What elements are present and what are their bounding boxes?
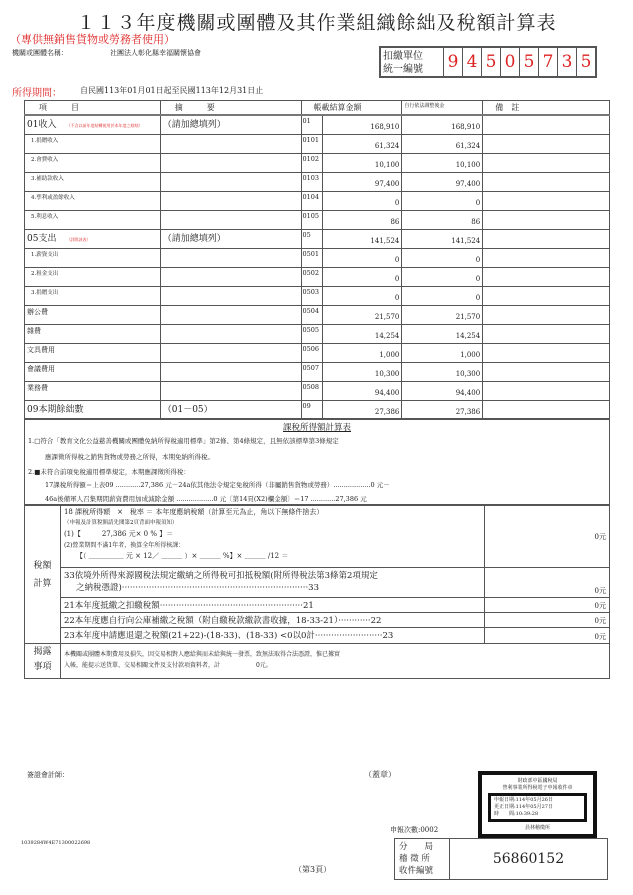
row-summary: （請加總填列）: [160, 229, 301, 248]
row-21-value: 0元: [485, 598, 610, 613]
row-notes: [483, 134, 610, 153]
row-22: 22本年度應自行向公庫補繳之稅額（附自繳稅款繳款書收據，18-33-21）············22: [60, 613, 484, 628]
e-filing-stamp: 財政部中區國稅局 營利事業所得稅電子申報收件章 申報日期:114年05月26日 更正日期:114年05月27日 時 間:10:39:28 員林稽徵所: [478, 771, 597, 838]
row-code: 01: [301, 115, 323, 134]
row-adjusted-amount: 10,100: [402, 153, 483, 172]
disclosure-text: 本機關或團體本期費用及損失，因交易相對人應給與而未給與統一發票，致無法取得合法憑證，惟已據實 入帳，能提示送貨單、交易相關文件及支付款項資料者，計 0元。: [60, 644, 609, 679]
row-code: 0508: [301, 381, 323, 400]
row-item: 1.捐贈收入: [25, 134, 161, 153]
row-adjusted-amount: 94,400: [402, 381, 483, 400]
document-title: １１３年度機關或團體及其作業組織餘絀及稅額計算表: [76, 12, 557, 34]
row-book-amount: 0: [323, 267, 402, 286]
taxable-income-section: [24, 418, 610, 505]
row-notes: [483, 324, 610, 343]
row-adjusted-amount: 0: [402, 191, 483, 210]
row-item: 3.捐贈支出: [25, 286, 161, 305]
row-item: 5.利息收入: [25, 210, 161, 229]
row-item: 3.補助款收入: [25, 172, 161, 191]
row-18-value: 0元: [485, 506, 610, 568]
row-code: 0103: [301, 172, 323, 191]
row-notes: [483, 248, 610, 267]
row-item: 辦公費: [25, 305, 161, 324]
row-adjusted-amount: 0: [402, 286, 483, 305]
row-code: 0105: [301, 210, 323, 229]
header-notes: 備 註: [483, 101, 610, 116]
row-adjusted-amount: 27,386: [402, 400, 483, 419]
row-book-amount: 21,570: [323, 305, 402, 324]
row-summary: [160, 362, 301, 381]
row-book-amount: 14,254: [323, 324, 402, 343]
row-adjusted-amount: 14,254: [402, 324, 483, 343]
table-row: [25, 210, 610, 229]
row-item: 會議費用: [25, 362, 161, 381]
row-summary: [160, 324, 301, 343]
id-digit: 5: [519, 48, 538, 76]
table-row: [25, 400, 610, 419]
period-label: 所得期間：: [12, 88, 62, 99]
row-summary: （請加總填列）: [160, 115, 301, 134]
row-summary: （01－05）: [160, 400, 301, 419]
row-notes: [483, 115, 610, 134]
row-notes: [483, 153, 610, 172]
receipt-number-box: [394, 838, 608, 880]
row-notes: [483, 286, 610, 305]
id-digit: 7: [538, 48, 557, 76]
row-33-value: 0元: [485, 568, 610, 598]
row-book-amount: 1,000: [323, 343, 402, 362]
table-row: [25, 153, 610, 172]
row-book-amount: 141,524: [323, 229, 402, 248]
row-notes: [483, 400, 610, 419]
receipt-number: 56860152: [450, 839, 608, 880]
row-adjusted-amount: 61,324: [402, 134, 483, 153]
row-code: 0505: [301, 324, 323, 343]
header-item: 項 目: [25, 101, 161, 116]
row-adjusted-amount: 10,300: [402, 362, 483, 381]
row-summary: [160, 267, 301, 286]
row-adjusted-amount: 168,910: [402, 115, 483, 134]
row-notes: [483, 172, 610, 191]
row-adjusted-amount: 21,570: [402, 305, 483, 324]
row-item: 2.會費收入: [25, 153, 161, 172]
row-summary: [160, 172, 301, 191]
row-adjusted-amount: 0: [402, 267, 483, 286]
row-code: 0503: [301, 286, 323, 305]
table-row: [25, 248, 610, 267]
row-book-amount: 10,300: [323, 362, 402, 381]
row-item: 01收入 （不含以前年度結轉使用於本年度之餘絀）: [25, 115, 161, 134]
row-summary: [160, 191, 301, 210]
row-code: 0104: [301, 191, 323, 210]
header-summary: 摘 要: [160, 101, 301, 116]
row-adjusted-amount: 1,000: [402, 343, 483, 362]
row-summary: [160, 286, 301, 305]
row-item: 業務費: [25, 381, 161, 400]
tax-calc-table: [24, 505, 610, 679]
row-33: 33依境外所得來源國稅法規定繳納之所得稅可扣抵稅額(附所得稅法第3條第2項規定 之納稅憑證)·····································································33: [60, 568, 484, 598]
barcode-number: 1039284W4E71300022698: [21, 840, 91, 846]
row-22-value: 0元: [485, 613, 610, 628]
row-item: 05支出 （詳附該表）: [25, 229, 161, 248]
id-digit: 9: [443, 48, 462, 76]
id-digit: 5: [481, 48, 500, 76]
section-line: 1.□符合「教育文化公益慈善機關或團體免納所得稅適用標準」第2條、第4條規定，且無依該標準第3條規定: [28, 437, 339, 445]
row-summary: [160, 343, 301, 362]
row-code: 0102: [301, 153, 323, 172]
row-summary: [160, 248, 301, 267]
row-summary: [160, 381, 301, 400]
row-book-amount: 97,400: [323, 172, 402, 191]
row-notes: [483, 362, 610, 381]
row-adjusted-amount: 141,524: [402, 229, 483, 248]
table-row: [25, 324, 610, 343]
row-code: 0101: [301, 134, 323, 153]
disclosure-label: 揭露 事項: [25, 644, 61, 679]
id-digit: 4: [462, 48, 481, 76]
row-adjusted-amount: 97,400: [402, 172, 483, 191]
row-notes: [483, 191, 610, 210]
subtitle: （專供無銷售貨物或勞務者使用）: [10, 33, 175, 46]
section-line: 17課稅所得額＝上表09 ............27,386 元－24a依其他法令規定免稅所得（非屬銷售貨物或勞務）..................0 元－: [45, 481, 390, 489]
table-row: [25, 172, 610, 191]
row-code: 0502: [301, 267, 323, 286]
row-code: 0507: [301, 362, 323, 381]
row-notes: [483, 229, 610, 248]
row-code: 0506: [301, 343, 323, 362]
seal-label: （蓋章）: [364, 770, 396, 779]
header-book: 帳載結算金額: [301, 101, 402, 116]
row-code: 0501: [301, 248, 323, 267]
table-row: [25, 381, 610, 400]
row-item: 2.租金支出: [25, 267, 161, 286]
page-number: （第3頁）: [294, 865, 332, 874]
row-summary: [160, 305, 301, 324]
row-item: 雜費: [25, 324, 161, 343]
row-book-amount: 168,910: [323, 115, 402, 134]
row-18: 18 課稅所得額 × 稅率 ＝ 本年度應納稅額（計算至元為止，角以下無條件捨去） （申報及計算稅額請先閱第2頁背面申報須知） (1)【 27,386 元× 0 % 】＝ (2)營業期間不滿1年者，換算全年所得核課： 【（ ＿＿＿＿＿ 元 × 12／ ＿＿＿ ）× ＿＿＿ %】× ＿＿＿ /12 ＝: [60, 506, 484, 568]
table-row: [25, 343, 610, 362]
row-notes: [483, 210, 610, 229]
row-21: 21本年度抵繳之扣繳稅額·····················································21: [60, 598, 484, 613]
row-book-amount: 86: [323, 210, 402, 229]
row-book-amount: 27,386: [323, 400, 402, 419]
receipt-label: 分 局 稽 徵 所 收件編號: [395, 839, 450, 880]
row-item: 09本期餘絀數: [25, 400, 161, 419]
org-name: 社團法人彰化縣幸福關懷協會: [110, 49, 201, 57]
surplus-table: [24, 100, 610, 420]
section-line: 46a後備軍人召集期間薪資費用加成減除金額 ..................0 元〔第14頁(X2)欄金額〕＝17 ............27,386 元: [45, 495, 367, 503]
tax-id-label: 扣繳單位 統一編號: [383, 51, 423, 75]
id-digit: 0: [500, 48, 519, 76]
org-label: 機關或團體名稱：: [12, 49, 68, 57]
header-adjusted: 自行依法調整後金: [402, 101, 483, 116]
row-book-amount: 10,100: [323, 153, 402, 172]
row-summary: [160, 210, 301, 229]
row-code: 0504: [301, 305, 323, 324]
row-adjusted-amount: 0: [402, 248, 483, 267]
filing-count: 申報次數:0002: [390, 826, 439, 834]
period: 自民國113年01月01日起至民國113年12月31日止: [80, 86, 264, 95]
row-book-amount: 0: [323, 191, 402, 210]
row-item: 文具費用: [25, 343, 161, 362]
table-row: [25, 305, 610, 324]
table-row: [25, 134, 610, 153]
row-book-amount: 94,400: [323, 381, 402, 400]
row-notes: [483, 267, 610, 286]
table-row: [25, 267, 610, 286]
row-summary: [160, 134, 301, 153]
accountant-label: 簽證會計師：: [27, 771, 69, 779]
id-digit: 5: [576, 48, 595, 76]
row-code: 05: [301, 229, 323, 248]
table-row: [25, 115, 610, 134]
row-book-amount: 61,324: [323, 134, 402, 153]
row-notes: [483, 381, 610, 400]
row-notes: [483, 305, 610, 324]
section-line: 2.■未符合前項免稅適用標準規定，本期應課徵所得稅：: [28, 468, 190, 476]
row-adjusted-amount: 86: [402, 210, 483, 229]
table-row: [25, 286, 610, 305]
table-row: [25, 229, 610, 248]
section-line: 應課徵所得稅之銷售貨物或勞務之所得，本期免納所得稅。: [45, 453, 214, 461]
row-book-amount: 0: [323, 286, 402, 305]
row-summary: [160, 153, 301, 172]
id-digit: 3: [557, 48, 576, 76]
tax-calc-label: 稅額 計算: [25, 506, 61, 644]
row-23: 23本年度申請應退還之稅額(21+22)-(18-33)、(18-33) <0以0計·························23: [60, 628, 484, 644]
table-row: [25, 191, 610, 210]
row-23-value: 0元: [485, 628, 610, 644]
table-row: [25, 362, 610, 381]
row-item: 1.薪資支出: [25, 248, 161, 267]
row-book-amount: 0: [323, 248, 402, 267]
section-title: 課稅所得額計算表: [282, 423, 351, 433]
row-code: 09: [301, 400, 323, 419]
row-item: 4.孳利或盈餘收入: [25, 191, 161, 210]
tax-id-box: [379, 46, 597, 78]
row-notes: [483, 343, 610, 362]
